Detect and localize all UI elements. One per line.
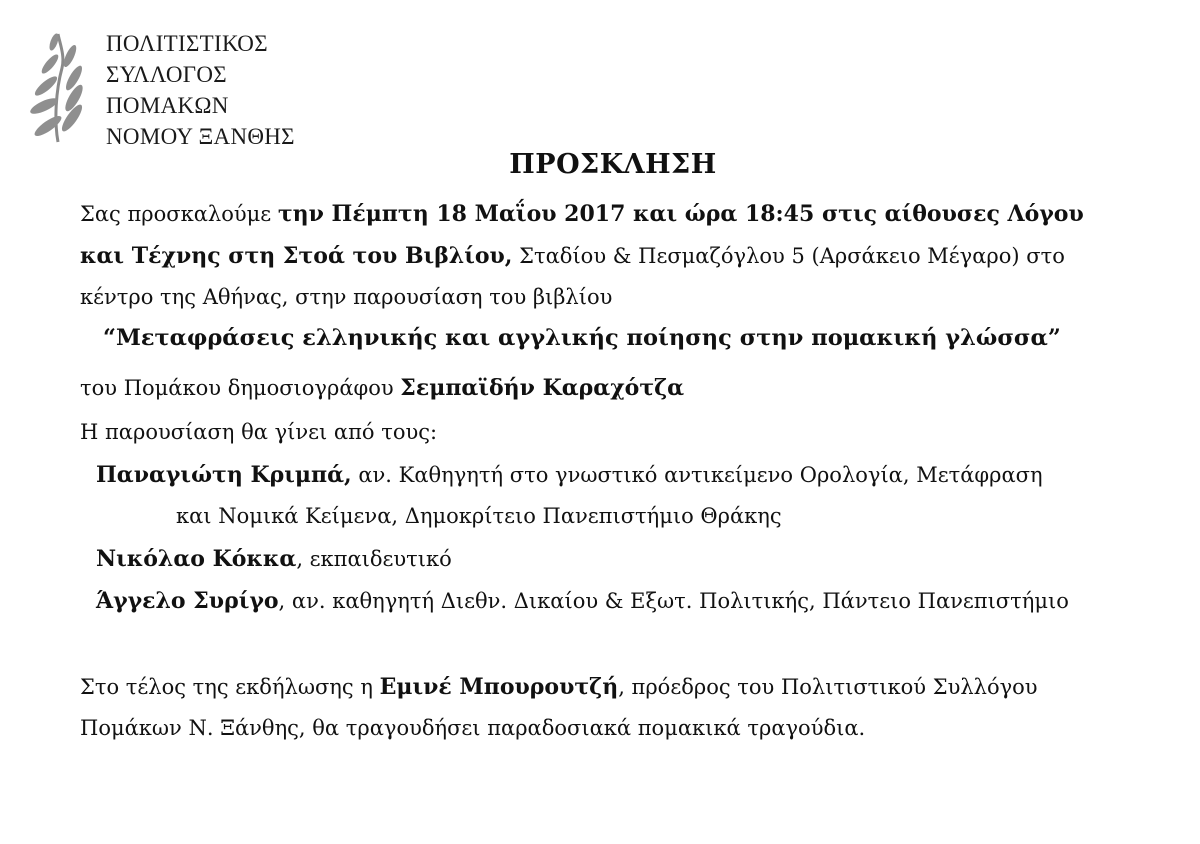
presenter-3-role: , αν. καθηγητή Διεθν. Δικαίου & Εξωτ. Πολιτικής, Πάντειο Πανεπιστήμιο	[278, 589, 1069, 613]
org-line-3: ΠΟΜΑΚΩΝ	[106, 93, 229, 118]
author-prefix: του Πομάκου δημοσιογράφου	[80, 376, 401, 400]
presenter-1-role-cont: και Νομικά Κείμενα, Δημοκρίτειο Πανεπιστήμιο Θράκης	[176, 504, 782, 528]
org-line-2: ΣΥΛΛΟΓΟΣ	[106, 62, 227, 87]
closing-text: Στο τέλος της εκδήλωσης η	[80, 675, 380, 699]
invitation-title: ΠΡΟΣΚΛΗΣΗ	[509, 149, 717, 180]
venue-address: Σταδίου & Πεσμαζόγλου 5 (Αρσάκειο Μέγαρο) στο	[512, 244, 1065, 268]
presenter-2	[96, 546, 452, 572]
presenter-3	[96, 588, 1069, 614]
author-line	[80, 375, 684, 401]
intro-text: Σας προσκαλούμε	[80, 202, 278, 226]
presenter-2-role: , εκπαιδευτικό	[296, 547, 452, 571]
org-line-1: ΠΟΛΙΤΙΣΤΙΚΟΣ	[106, 31, 268, 56]
intro-line-1	[80, 201, 1084, 227]
org-line-4: ΝΟΜΟΥ ΞΑΝΘΗΣ	[106, 124, 295, 149]
closing-line-2: Πομάκων Ν. Ξάνθης, θα τραγουδήσει παραδοσιακά πομακικά τραγούδια.	[80, 716, 866, 740]
event-venue: και Τέχνης στη Στοά του Βιβλίου,	[80, 243, 513, 269]
closing-line-1	[80, 674, 1038, 700]
presenter-3-name: Άγγελο Συρίγο	[96, 588, 279, 614]
presenters-intro: Η παρουσίαση θα γίνει από τους:	[80, 420, 438, 444]
singer-role: , πρόεδρος του Πολιτιστικού Συλλόγου	[618, 675, 1038, 699]
singer-name: Εμινέ Μπουρουτζή	[379, 674, 619, 700]
olive-branch-icon	[28, 30, 96, 146]
book-title: “Μεταφράσεις ελληνικής και αγγλικής ποίησης στην πομακική γλώσσα”	[103, 325, 1061, 351]
presenter-1-role: αν. Καθηγητή στο γνωστικό αντικείμενο Ορολογία, Μετάφραση	[351, 463, 1043, 487]
presenter-1-name: Παναγιώτη Κριμπά,	[96, 462, 352, 488]
author-name: Σεμπαϊδήν Καραχότζα	[400, 375, 685, 401]
intro-line-2	[80, 243, 1065, 269]
intro-line-3: κέντρο της Αθήνας, στην παρουσίαση του βιβλίου	[80, 285, 613, 309]
presenter-1	[96, 462, 1043, 488]
event-date-time: την Πέμπτη 18 Μαΐου 2017 και ώρα 18:45 στις αίθουσες Λόγου	[277, 201, 1084, 227]
organization-name	[106, 28, 295, 152]
presenter-2-name: Νικόλαο Κόκκα	[96, 546, 297, 572]
